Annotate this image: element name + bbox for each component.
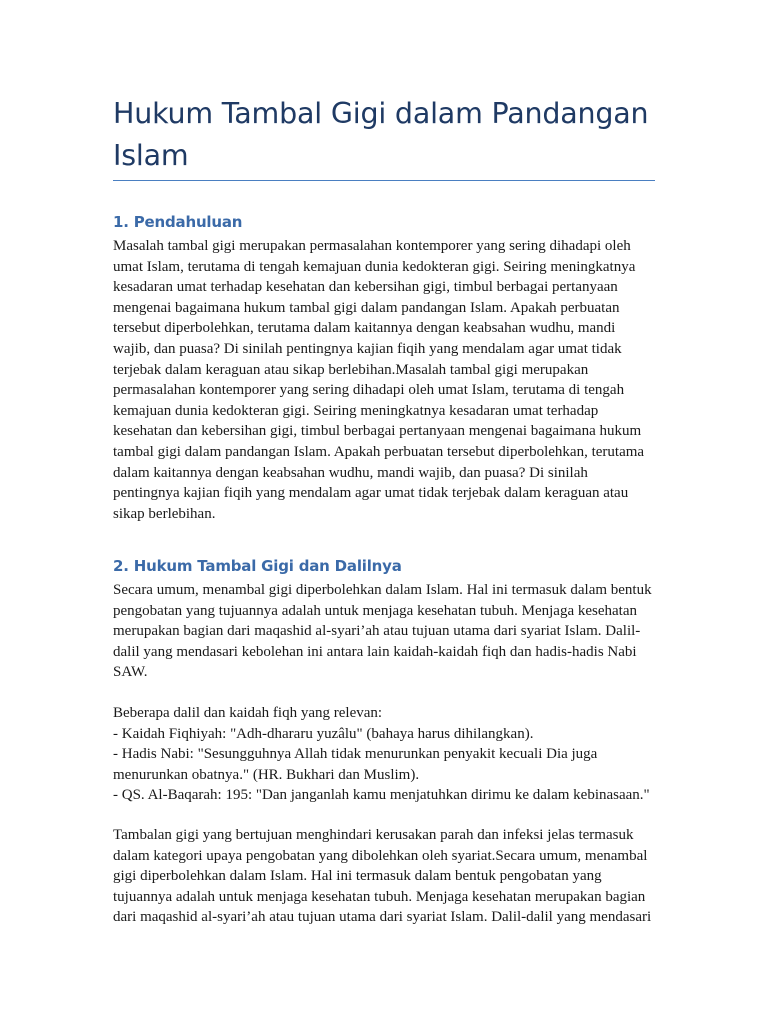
text-line: merupakan bagian dari maqashid al-syari’ah atau tujuan utama dari syariat Islam. Dalil-: [113, 623, 641, 640]
list-item: - Hadis Nabi: "Sesungguhnya Allah tidak menurunkan penyakit kecuali Dia juga: [113, 746, 598, 763]
text-line: menurunkan obatnya." (HR. Bukhari dan Muslim).: [113, 766, 420, 783]
title-line: Islam: [113, 139, 189, 172]
section-2-paragraph-3: [113, 825, 658, 928]
section-heading-hukum: 2. Hukum Tambal Gigi dan Dalilnya: [113, 557, 402, 575]
section-2-paragraph-1: [113, 580, 658, 683]
text-line: sikap berlebihan.: [113, 505, 216, 522]
text-line: gigi diperbolehkan dalam Islam. Hal ini termasuk dalam bentuk pengobatan yang: [113, 868, 602, 885]
text-line: permasalahan kontemporer yang sering dihadapi oleh umat Islam, terutama di tengah: [113, 382, 625, 399]
text-line: tambal gigi dalam pandangan Islam. Apakah perbuatan tersebut diperbolehkan, terutama: [113, 443, 645, 460]
section-2-dalil-list: [113, 703, 658, 806]
text-line: umat Islam, terutama di tengah kemajuan dunia kedokteran gigi. Seiring meningkatnya: [113, 258, 636, 275]
text-line: Secara umum, menambal gigi diperbolehkan dalam Islam. Hal ini termasuk dalam bentuk: [113, 582, 652, 598]
text-line: mengenai bagaimana hukum tambal gigi dalam pandangan Islam. Apakah perbuatan: [113, 299, 620, 316]
text-line: Beberapa dalil dan kaidah fiqh yang relevan:: [113, 705, 383, 721]
list-item: - QS. Al-Baqarah: 195: "Dan janganlah kamu menjatuhkan dirimu ke dalam kebinasaan.": [113, 787, 650, 804]
text-line: kemajuan dunia kedokteran gigi. Seiring meningkatnya kesadaran umat terhadap: [113, 402, 599, 419]
document-title: [113, 93, 655, 177]
text-line: SAW.: [113, 664, 148, 681]
title-line: Hukum Tambal Gigi dalam Pandangan: [113, 97, 649, 130]
text-line: pentingnya kajian fiqih yang mendalam agar umat tidak terjebak dalam keraguan atau: [113, 485, 629, 502]
text-line: dalam kaitannya dengan keabsahan wudhu, mandi wajib, dan puasa? Di sinilah: [113, 464, 588, 481]
title-divider: [113, 180, 655, 181]
text-line: tersebut diperbolehkan, terutama dalam kaitannya dengan keabsahan wudhu, mandi: [113, 320, 616, 337]
text-line: Tambalan gigi yang bertujuan menghindari kerusakan parah dan infeksi jelas termasuk: [113, 827, 634, 843]
section-1-paragraph: [113, 236, 658, 524]
text-line: Masalah tambal gigi merupakan permasalahan kontemporer yang sering dihadapi oleh: [113, 238, 631, 254]
section-heading-pendahuluan: 1. Pendahuluan: [113, 213, 243, 231]
text-line: terjebak dalam keraguan atau sikap berlebihan.Masalah tambal gigi merupakan: [113, 361, 589, 378]
text-line: pengobatan yang tujuannya adalah untuk menjaga kesehatan tubuh. Menjaga kesehatan: [113, 602, 637, 619]
text-line: dalam kategori upaya pengobatan yang dibolehkan oleh syariat.Secara umum, menambal: [113, 847, 648, 864]
text-line: dari maqashid al-syari’ah atau tujuan utama dari syariat Islam. Dalil-dalil yang mendasari: [113, 909, 652, 926]
text-line: dalil yang mendasari kebolehan ini antara lain kaidah-kaidah fiqh dan hadis-hadis Nabi: [113, 643, 637, 660]
text-line: wajib, dan puasa? Di sinilah pentingnya kajian fiqih yang mendalam agar umat tidak: [113, 340, 622, 357]
text-line: kesehatan dan kebersihan gigi, timbul berbagai pertanyaan mengenai bagaimana hukum: [113, 423, 642, 440]
text-line: kesadaran umat terhadap kesehatan dan kebersihan gigi, timbul berbagai pertanyaan: [113, 279, 618, 296]
list-item: - Kaidah Fiqhiyah: "Adh-dhararu yuzâlu" (bahaya harus dihilangkan).: [113, 725, 534, 742]
text-line: tujuannya adalah untuk menjaga kesehatan tubuh. Menjaga kesehatan merupakan bagian: [113, 888, 646, 905]
